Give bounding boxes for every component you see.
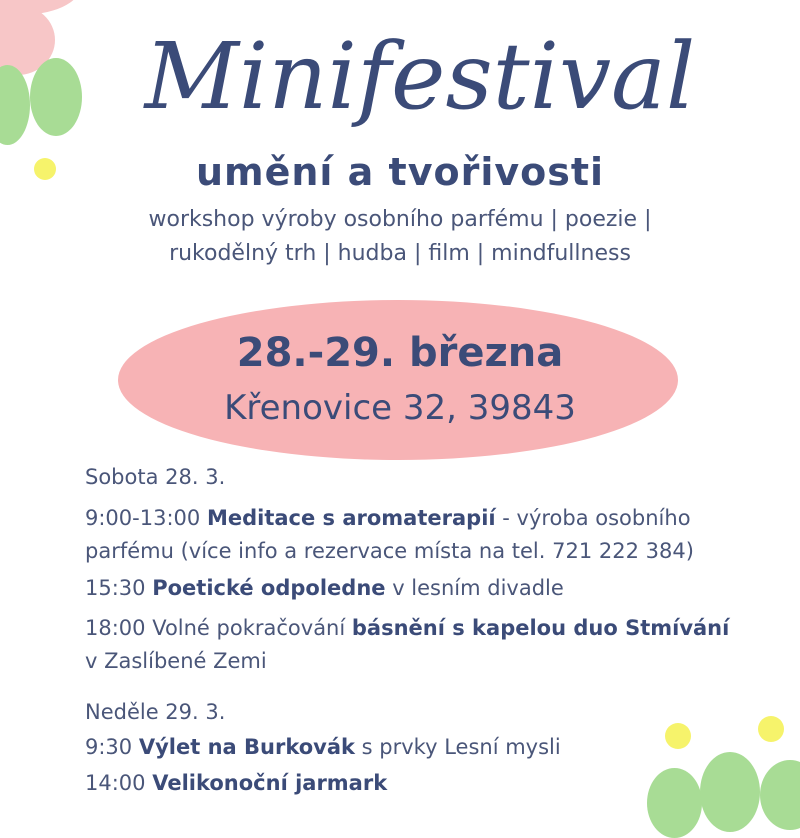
item-time: 9:30 bbox=[85, 735, 133, 759]
sunday-heading: Neděle 29. 3. bbox=[85, 700, 226, 724]
item-title: Poetické odpoledne bbox=[152, 576, 386, 600]
program-item bbox=[85, 731, 785, 764]
program-item-continued: parfému (více info a rezervace místa na tel. 721 222 384) bbox=[85, 539, 694, 563]
item-time: 15:30 bbox=[85, 576, 146, 600]
item-desc: Volné pokračování bbox=[145, 616, 352, 640]
item-time: 9:00-13:00 bbox=[85, 506, 201, 530]
title-text: Minifestival bbox=[144, 23, 696, 130]
item-title: Meditace s aromaterapií bbox=[206, 506, 496, 530]
program-item bbox=[85, 612, 785, 645]
item-title: Výlet na Burkovák bbox=[138, 735, 355, 759]
item-desc: s prvky Lesní mysli bbox=[355, 735, 561, 759]
item-time: 14:00 bbox=[85, 771, 146, 795]
item-title: básnění s kapelou duo Stmívání bbox=[351, 616, 730, 640]
item-desc: v lesním divadle bbox=[385, 576, 564, 600]
festival-subtitle: umění a tvořivosti bbox=[195, 150, 605, 194]
item-title: Velikonoční jarmark bbox=[152, 771, 388, 795]
item-time: 18:00 bbox=[85, 616, 146, 640]
festival-title bbox=[0, 0, 800, 150]
tagline-line1: workshop výroby osobního parfému | poezie | bbox=[148, 207, 652, 232]
festival-date: 28.-29. března bbox=[236, 330, 564, 376]
item-desc: - výroba osobního bbox=[495, 506, 691, 530]
program-item-continued: v Zaslíbené Zemi bbox=[85, 649, 267, 673]
date-ellipse bbox=[118, 300, 678, 460]
tagline-line2: rukodělný trh | hudba | film | mindfullness bbox=[169, 241, 631, 266]
festival-address: Křenovice 32, 39843 bbox=[224, 388, 576, 428]
program-item bbox=[85, 502, 785, 535]
saturday-heading: Sobota 28. 3. bbox=[85, 465, 226, 489]
program-item bbox=[85, 767, 785, 800]
program-item bbox=[85, 572, 785, 605]
